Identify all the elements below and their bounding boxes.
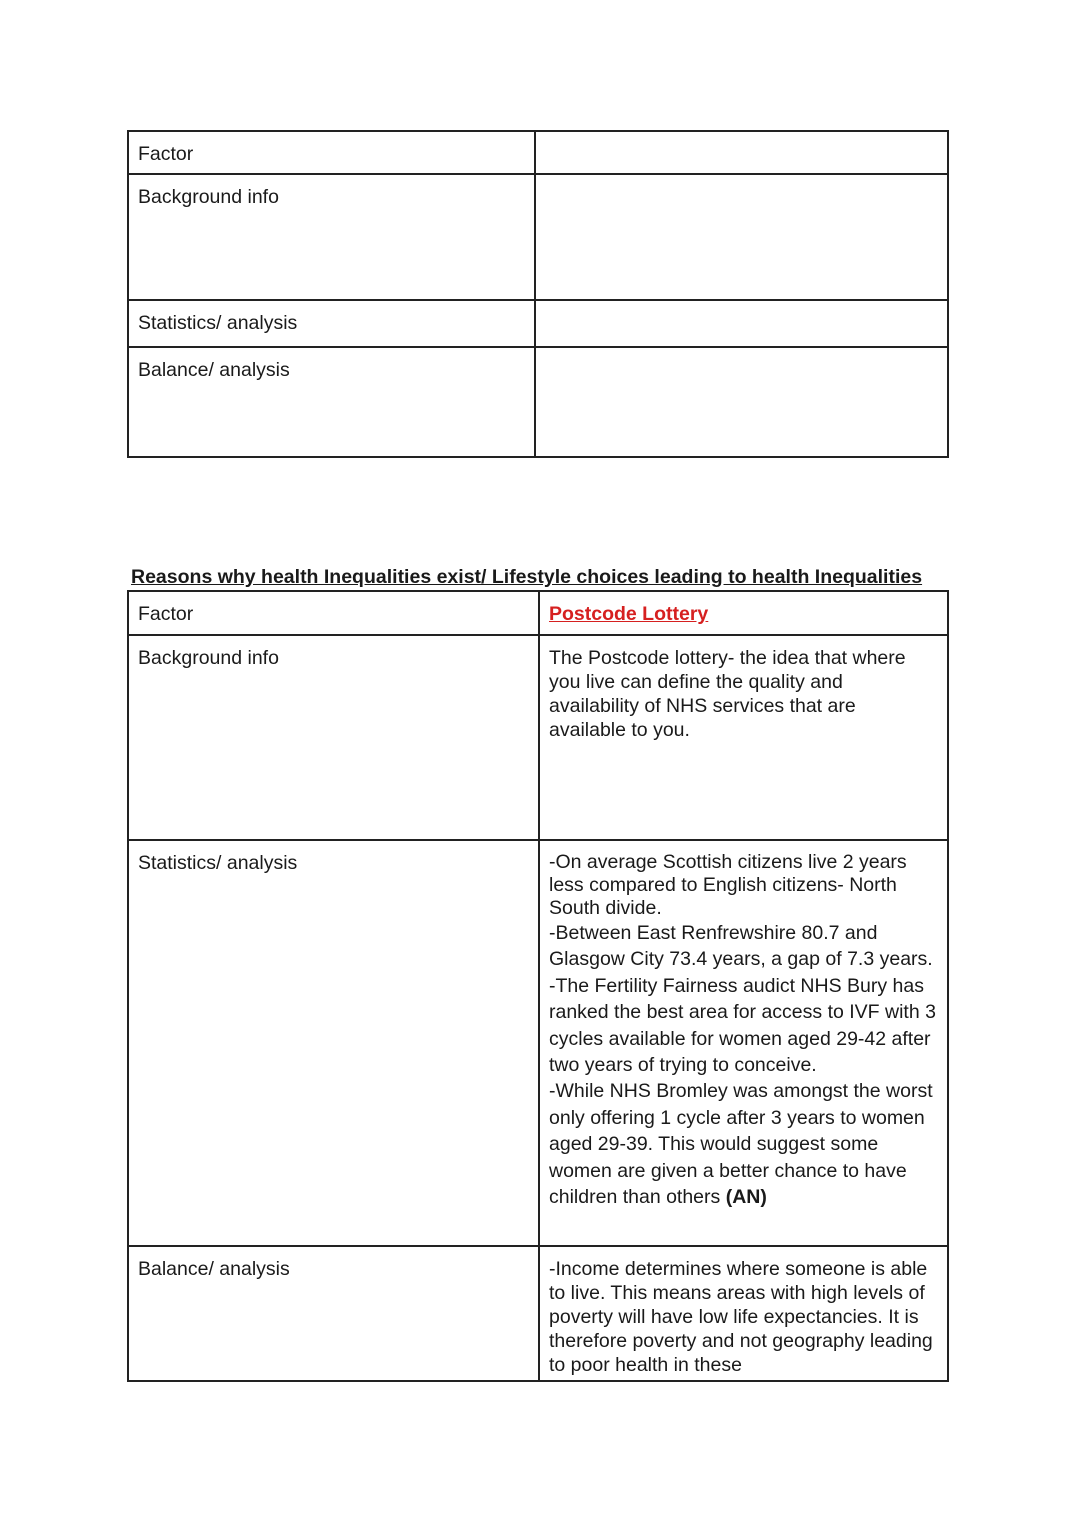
row-value xyxy=(535,174,948,300)
table-row xyxy=(128,131,948,174)
table-row xyxy=(128,840,948,1246)
row-label: Balance/ analysis xyxy=(128,347,535,457)
balance-text: -Income determines where someone is able to live. This means areas with high levels of poverty will have low life expectancies. It is therefore poverty and not geography leading to poor health in these xyxy=(539,1246,948,1381)
blank-factor-table xyxy=(127,130,949,458)
analysis-tag: (AN) xyxy=(725,1186,767,1209)
table-row xyxy=(128,1246,948,1381)
table-row xyxy=(128,635,948,840)
background-text: The Postcode lottery- the idea that where you live can define the quality and availability of NHS services that are available to you. xyxy=(539,635,948,840)
row-label: Factor xyxy=(128,131,535,174)
statistics-point-wrap xyxy=(549,1078,937,1210)
statistics-point: -The Fertility Fairness audict NHS Bury has ranked the best area for access to IVF with 3 cycles available for women aged 29-42 after two years of trying to conceive. xyxy=(549,974,936,1077)
statistics-point: -On average Scottish citizens live 2 years less compared to English citizens- North South divide. xyxy=(549,851,907,919)
row-label: Background info xyxy=(128,174,535,300)
row-value xyxy=(535,347,948,457)
statistics-point: -Between East Renfrewshire 80.7 and Glasgow City 73.4 years, a gap of 7.3 years. xyxy=(549,922,933,971)
statistics-point: -While NHS Bromley was amongst the worst only offering 1 cycle after 3 years to women aged 29-39. This would suggest some women are given a better chance to have children than others xyxy=(549,1080,933,1209)
table-row xyxy=(128,347,948,457)
table-row xyxy=(128,591,948,635)
postcode-lottery-table xyxy=(127,590,949,1382)
table-row xyxy=(128,174,948,300)
balance-label: Balance/ analysis xyxy=(128,1246,539,1381)
section-heading: Reasons why health Inequalities exist/ Lifestyle choices leading to health Inequalities xyxy=(131,566,923,588)
factor-cell xyxy=(539,591,948,635)
row-value xyxy=(535,131,948,174)
table-row xyxy=(128,300,948,347)
row-value xyxy=(535,300,948,347)
factor-label: Factor xyxy=(128,591,539,635)
statistics-cell xyxy=(539,840,948,1246)
statistics-label: Statistics/ analysis xyxy=(128,840,539,1246)
factor-value: Postcode Lottery xyxy=(549,603,709,625)
row-label: Statistics/ analysis xyxy=(128,300,535,347)
background-label: Background info xyxy=(128,635,539,840)
